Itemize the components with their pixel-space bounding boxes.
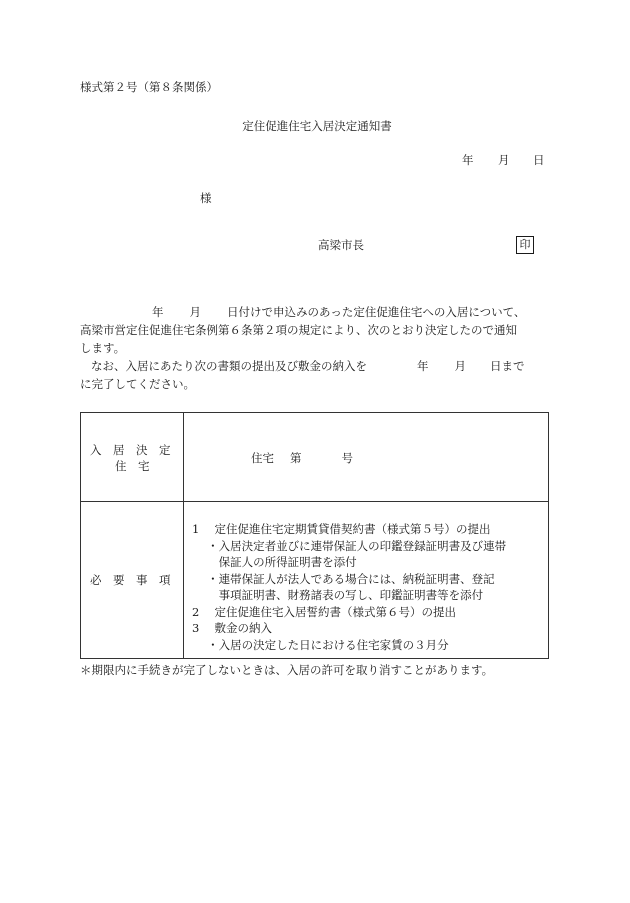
requirement-line: 1 定住促進住宅定期賃貸借契約書（様式第５号）の提出 bbox=[192, 522, 491, 536]
requirement-line: 事項証明書、財務諸表の写し、印鑑証明書等を添付 bbox=[192, 588, 484, 602]
housing-number-suffix: 号 bbox=[341, 451, 353, 465]
housing-number-prefix: 第 bbox=[290, 451, 302, 465]
requirement-line: 保証人の所得証明書を添付 bbox=[192, 555, 357, 569]
issuer-name: 高梁市長 bbox=[318, 238, 364, 252]
requirement-line: ・連帯保証人が法人である場合には、納税証明書、登記 bbox=[192, 571, 495, 586]
body-line-5: に完了してください。 bbox=[80, 377, 195, 391]
date-day-label: 日 bbox=[533, 153, 545, 167]
body-line-4 bbox=[80, 357, 550, 375]
footnote: ＊期限内に手続きが完了しないときは、入居の許可を取り消すことがあります。 bbox=[80, 663, 494, 677]
body-day-text: 日付けで申込みのあった定住促進住宅への入居について、 bbox=[227, 305, 526, 319]
body-year-label: 年 bbox=[152, 305, 164, 319]
requirement-line: 2 定住促進住宅入居誓約書（様式第６号）の提出 bbox=[192, 604, 456, 619]
housing-label-line-1: 入 居 決 定 bbox=[90, 443, 171, 457]
table-column-divider bbox=[183, 413, 184, 658]
housing-label: 住宅 bbox=[251, 451, 274, 465]
deadline-month-label: 月 bbox=[454, 359, 466, 373]
body-month-label: 月 bbox=[189, 305, 201, 319]
body-line-2: 高梁市営定住促進住宅条例第６条第２項の規定により、次のとおり決定したので通知 bbox=[80, 323, 517, 337]
deadline-text: なお、入居にあたり次の書類の提出及び敷金の納入を bbox=[91, 359, 367, 373]
date-year-label: 年 bbox=[462, 153, 474, 167]
deadline-day-text: 日まで bbox=[490, 359, 525, 373]
date-month-label: 月 bbox=[498, 153, 510, 167]
requirement-line: 3 敷金の納入 bbox=[192, 621, 272, 635]
requirement-line: ・入居の決定した日における住宅家賃の３月分 bbox=[192, 637, 449, 652]
details-table bbox=[80, 412, 549, 659]
table-row-divider bbox=[81, 501, 548, 502]
seal-mark: 印 bbox=[516, 236, 534, 254]
addressee-honorific: 様 bbox=[200, 191, 212, 205]
housing-field bbox=[251, 453, 353, 465]
body-line-1 bbox=[80, 303, 550, 321]
requirements-list bbox=[192, 521, 506, 653]
housing-label-line-2: 住 宅 bbox=[115, 459, 150, 473]
deadline-year-label: 年 bbox=[417, 359, 429, 373]
document-title: 定住促進住宅入居決定通知書 bbox=[242, 119, 392, 133]
body-line-3: します。 bbox=[80, 341, 126, 355]
requirements-label: 必 要 事 項 bbox=[90, 573, 171, 587]
form-number: 様式第２号（第８条関係） bbox=[80, 80, 218, 94]
notice-body bbox=[80, 303, 550, 393]
requirement-line: ・入居決定者並びに連帯保証人の印鑑登録証明書及び連帯 bbox=[192, 538, 507, 553]
